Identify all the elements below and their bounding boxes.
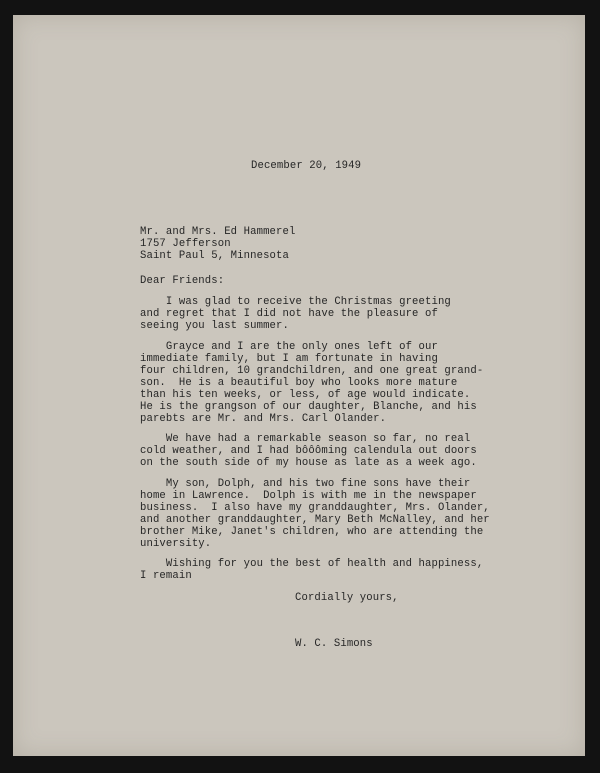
body-line: I was glad to receive the Christmas greeting [140, 296, 451, 308]
body-line: brother Mike, Janet's children, who are attending the [140, 526, 484, 538]
body-line: on the south side of my house as late as a week ago. [140, 457, 477, 469]
body-line: He is the grangson of our daughter, Blanche, and his [140, 401, 477, 413]
body-line: university. [140, 538, 212, 550]
letter-date: December 20, 1949 [251, 160, 362, 172]
body-line: My son, Dolph, and his two fine sons have their [140, 478, 471, 490]
body-line: home in Lawrence. Dolph is with me in the newspaper [140, 490, 477, 502]
body-line: than his ten weeks, or less, of age would indicate. [140, 389, 471, 401]
body-line: seeing you last summer. [140, 320, 289, 332]
signature: W. C. Simons [295, 638, 373, 650]
address-line: Saint Paul 5, Minnesota [140, 250, 289, 262]
body-line: parebts are Mr. and Mrs. Carl Olander. [140, 413, 387, 425]
body-line: four children, 10 grandchildren, and one great grand- [140, 365, 484, 377]
body-line: and another granddaughter, Mary Beth McNalley, and her [140, 514, 490, 526]
address-line: 1757 Jefferson [140, 238, 231, 250]
body-line: and regret that I did not have the pleasure of [140, 308, 438, 320]
body-line: cold weather, and I had bôôôming calendula out doors [140, 445, 477, 457]
closing: Cordially yours, [295, 592, 399, 604]
body-line: immediate family, but I am fortunate in having [140, 353, 438, 365]
body-line: son. He is a beautiful boy who looks more mature [140, 377, 458, 389]
body-line: Grayce and I are the only ones left of our [140, 341, 438, 353]
body-line: We have had a remarkable season so far, no real [140, 433, 471, 445]
salutation: Dear Friends: [140, 275, 225, 287]
body-line: business. I also have my granddaughter, Mrs. Olander, [140, 502, 490, 514]
address-line: Mr. and Mrs. Ed Hammerel [140, 226, 296, 238]
body-line: I remain [140, 570, 192, 582]
letter-page [13, 15, 585, 756]
body-line: Wishing for you the best of health and happiness, [140, 558, 484, 570]
